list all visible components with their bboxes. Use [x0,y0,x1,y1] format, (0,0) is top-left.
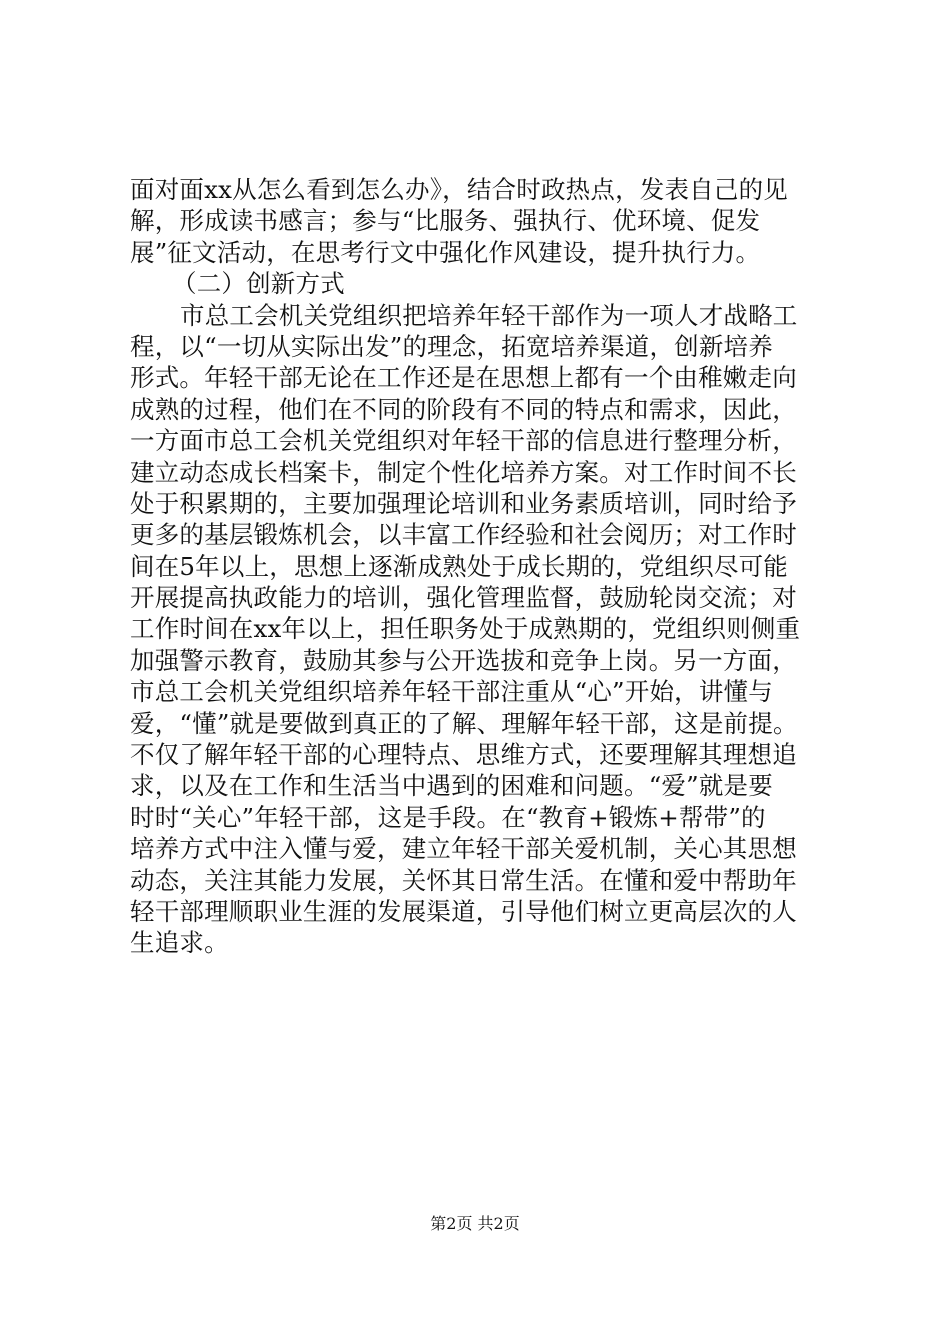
text-line: 面对面xx从怎么看到怎么办》，结合时政热点，发表自己的见 [130,175,788,204]
text-line: 工作时间在xx年以上，担任职务处于成熟期的，党组织则侧重 [130,614,801,644]
document-body [130,174,830,959]
section-heading: （二）创新方式 [172,269,345,299]
text-line: 间在5年以上，思想上逐渐成熟处于成长期的，党组织尽可能 [130,551,788,581]
text-line: 加强警示教育，鼓励其参与公开选拔和竞争上岗。另一方面， [130,645,797,675]
text-line: 时时“关心”年轻干部，这是手段。在“教育+锻炼+帮带”的 [130,802,766,832]
text-line: 成熟的过程，他们在不同的阶段有不同的特点和需求，因此， [130,394,797,424]
text-line: 求，以及在工作和生活当中遇到的困难和问题。“爱”就是要 [130,771,773,801]
page-number-footer: 第2页 共2页 [430,1214,520,1233]
text-line: 市总工会机关党组织培养年轻干部注重从“心”开始，讲懂与 [130,677,773,707]
text-line: 不仅了解年轻干部的心理特点、思维方式，还要理解其理想追 [130,740,797,770]
text-line: 生追求。 [130,928,229,958]
text-line: 处于积累期的，主要加强理论培训和业务素质培训，同时给予 [130,488,797,518]
text-line: 轻干部理顺职业生涯的发展渠道，引导他们树立更高层次的人 [130,896,797,926]
text-line: 市总工会机关党组织把培养年轻干部作为一项人才战略工 [180,300,798,330]
text-line: 建立动态成长档案卡，制定个性化培养方案。对工作时间不长 [130,457,797,487]
text-line: 展”征文活动，在思考行文中强化作风建设，提升执行力。 [130,237,761,267]
text-line: 一方面市总工会机关党组织对年轻干部的信息进行整理分析， [130,426,797,456]
text-line: 爱，“懂”就是要做到真正的了解、理解年轻干部，这是前提。 [130,708,798,738]
text-line: 更多的基层锻炼机会，以丰富工作经验和社会阅历；对工作时 [130,520,797,550]
text-line: 解，形成读书感言；参与“比服务、强执行、优环境、促发 [130,206,761,236]
text-line: 程，以“一切从实际出发”的理念，拓宽培养渠道，创新培养 [130,331,773,361]
text-line: 动态，关注其能力发展，关怀其日常生活。在懂和爱中帮助年 [130,865,797,895]
text-line: 开展提高执政能力的培训，强化管理监督，鼓励轮岗交流；对 [130,583,797,613]
text-line: 培养方式中注入懂与爱，建立年轻干部关爱机制，关心其思想 [130,834,797,864]
text-line: 形式。年轻干部无论在工作还是在思想上都有一个由稚嫩走向 [130,363,797,393]
